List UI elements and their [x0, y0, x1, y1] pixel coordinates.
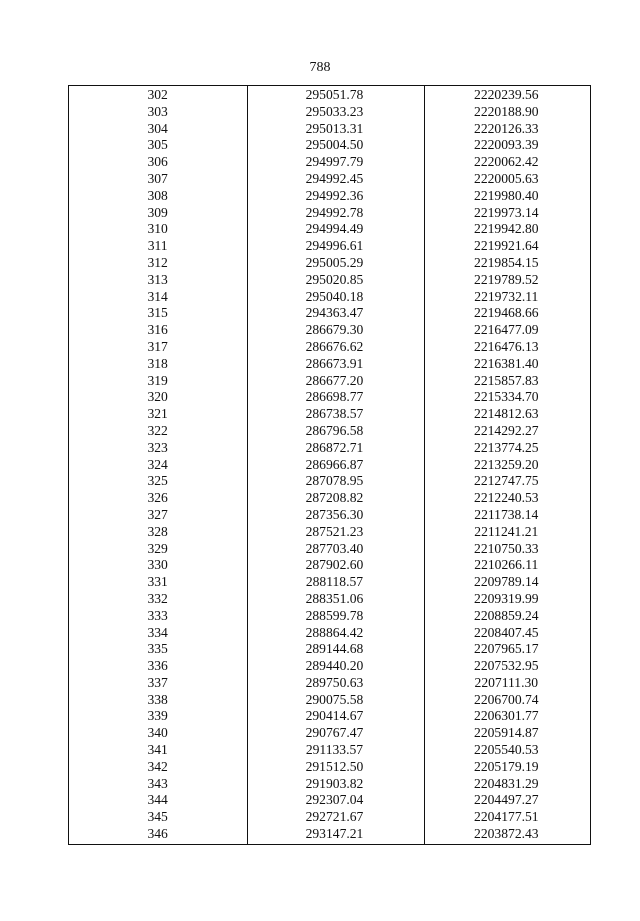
- table-row: [69, 708, 590, 725]
- table-row: [69, 591, 590, 608]
- point-number-cell: 334: [147, 624, 168, 640]
- point-number-cell: 307: [147, 170, 168, 186]
- x-coordinate-cell: 290767.47: [305, 725, 364, 741]
- x-coordinate-cell: 295033.23: [305, 103, 364, 119]
- x-coordinate-cell: 292307.04: [305, 792, 364, 808]
- table-row: [69, 104, 590, 121]
- y-coordinate-cell: 2220062.42: [474, 154, 539, 170]
- table-row: [69, 423, 590, 440]
- x-coordinate-cell: 295013.31: [305, 120, 364, 136]
- x-coordinate-cell: 295004.50: [305, 137, 364, 153]
- point-number-cell: 321: [147, 406, 168, 422]
- table-row: [69, 289, 590, 306]
- point-number-cell: 328: [147, 523, 168, 539]
- table-row: [69, 625, 590, 642]
- y-coordinate-cell: 2219468.66: [474, 305, 539, 321]
- y-coordinate-cell: 2219921.64: [474, 238, 539, 254]
- y-coordinate-cell: 2207532.95: [474, 658, 539, 674]
- y-coordinate-cell: 2220126.33: [474, 120, 539, 136]
- table-row: [69, 272, 590, 289]
- x-coordinate-cell: 290414.67: [305, 708, 364, 724]
- y-coordinate-cell: 2216381.40: [474, 355, 539, 371]
- table-row: [69, 792, 590, 809]
- table-row: [69, 121, 590, 138]
- point-number-cell: 339: [147, 708, 168, 724]
- y-coordinate-cell: 2213774.25: [474, 439, 539, 455]
- y-coordinate-cell: 2209789.14: [474, 574, 539, 590]
- y-coordinate-cell: 2216476.13: [474, 338, 539, 354]
- x-coordinate-cell: 288864.42: [305, 624, 364, 640]
- point-number-cell: 335: [147, 641, 168, 657]
- table-row: [69, 171, 590, 188]
- point-number-cell: 330: [147, 557, 168, 573]
- point-number-cell: 343: [147, 775, 168, 791]
- point-number-cell: 327: [147, 506, 168, 522]
- y-coordinate-cell: 2210750.33: [474, 540, 539, 556]
- point-number-cell: 313: [147, 271, 168, 287]
- y-coordinate-cell: 2219942.80: [474, 221, 539, 237]
- table-row: [69, 490, 590, 507]
- y-coordinate-cell: 2216477.09: [474, 322, 539, 338]
- table-row: [69, 322, 590, 339]
- y-coordinate-cell: 2204497.27: [474, 792, 539, 808]
- x-coordinate-cell: 286796.58: [305, 422, 364, 438]
- table-row: [69, 389, 590, 406]
- x-coordinate-cell: 289144.68: [305, 641, 364, 657]
- y-coordinate-cell: 2220239.56: [474, 87, 539, 102]
- point-number-cell: 326: [147, 490, 168, 506]
- y-coordinate-cell: 2219973.14: [474, 204, 539, 220]
- point-number-cell: 305: [147, 137, 168, 153]
- x-coordinate-cell: 295020.85: [305, 271, 364, 287]
- y-coordinate-cell: 2220188.90: [474, 103, 539, 119]
- table-row: [69, 675, 590, 692]
- table-row: [69, 473, 590, 490]
- point-number-cell: 316: [147, 322, 168, 338]
- point-number-cell: 342: [147, 758, 168, 774]
- x-coordinate-cell: 287521.23: [305, 523, 364, 539]
- x-coordinate-cell: 294996.61: [305, 238, 364, 254]
- y-coordinate-cell: 2205914.87: [474, 725, 539, 741]
- x-coordinate-cell: 295040.18: [305, 288, 364, 304]
- y-coordinate-cell: 2219980.40: [474, 187, 539, 203]
- y-coordinate-cell: 2215334.70: [474, 389, 539, 405]
- x-coordinate-cell: 292721.67: [305, 809, 364, 825]
- table-row: [69, 339, 590, 356]
- table-row: [69, 507, 590, 524]
- table-row: [69, 238, 590, 255]
- point-number-cell: 315: [147, 305, 168, 321]
- y-coordinate-cell: 2214812.63: [474, 406, 539, 422]
- y-coordinate-cell: 2203872.43: [474, 826, 539, 842]
- table-row: [69, 87, 590, 104]
- point-number-cell: 345: [147, 809, 168, 825]
- table-row: [69, 255, 590, 272]
- point-number-cell: 314: [147, 288, 168, 304]
- table-row: [69, 406, 590, 423]
- page-number: 788: [309, 60, 331, 75]
- x-coordinate-cell: 294363.47: [305, 305, 364, 321]
- point-number-cell: 329: [147, 540, 168, 556]
- y-coordinate-cell: 2213259.20: [474, 456, 539, 472]
- point-number-cell: 319: [147, 372, 168, 388]
- table-row: [69, 641, 590, 658]
- table-row: [69, 541, 590, 558]
- table-row: [69, 608, 590, 625]
- y-coordinate-cell: 2205179.19: [474, 758, 539, 774]
- x-coordinate-cell: 287902.60: [305, 557, 364, 573]
- x-coordinate-cell: 294997.79: [305, 154, 364, 170]
- x-coordinate-cell: 286966.87: [305, 456, 364, 472]
- x-coordinate-cell: 294992.45: [305, 170, 364, 186]
- x-coordinate-cell: 286698.77: [305, 389, 364, 405]
- y-coordinate-cell: 2212240.53: [474, 490, 539, 506]
- point-number-cell: 332: [147, 590, 168, 606]
- point-number-cell: 306: [147, 154, 168, 170]
- table-row: [69, 221, 590, 238]
- table-row: [69, 154, 590, 171]
- y-coordinate-cell: 2215857.83: [474, 372, 539, 388]
- y-coordinate-cell: 2206301.77: [474, 708, 539, 724]
- table-row: [69, 440, 590, 457]
- y-coordinate-cell: 2211738.14: [474, 506, 539, 522]
- point-number-cell: 333: [147, 607, 168, 623]
- point-number-cell: 320: [147, 389, 168, 405]
- x-coordinate-cell: 294992.78: [305, 204, 364, 220]
- y-coordinate-cell: 2204831.29: [474, 775, 539, 791]
- point-number-cell: 346: [147, 826, 168, 842]
- table-row: [69, 205, 590, 222]
- table-row: [69, 188, 590, 205]
- y-coordinate-cell: 2208859.24: [474, 607, 539, 623]
- x-coordinate-cell: 286673.91: [305, 355, 364, 371]
- point-number-cell: 302: [147, 87, 168, 102]
- y-coordinate-cell: 2212747.75: [474, 473, 539, 489]
- point-number-cell: 323: [147, 439, 168, 455]
- table-row: [69, 373, 590, 390]
- x-coordinate-cell: 291903.82: [305, 775, 364, 791]
- x-coordinate-cell: 295005.29: [305, 254, 364, 270]
- table-row: [69, 826, 590, 843]
- x-coordinate-cell: 286679.30: [305, 322, 364, 338]
- point-number-cell: 312: [147, 254, 168, 270]
- y-coordinate-cell: 2207965.17: [474, 641, 539, 657]
- y-coordinate-cell: 2219854.15: [474, 254, 539, 270]
- x-coordinate-cell: 295051.78: [305, 87, 364, 102]
- table-row: [69, 524, 590, 541]
- point-number-cell: 318: [147, 355, 168, 371]
- point-number-cell: 311: [147, 238, 168, 254]
- point-number-cell: 337: [147, 674, 168, 690]
- point-number-cell: 310: [147, 221, 168, 237]
- table-row: [69, 692, 590, 709]
- table-body: [69, 87, 590, 843]
- table-row: [69, 574, 590, 591]
- point-number-cell: 325: [147, 473, 168, 489]
- x-coordinate-cell: 287356.30: [305, 506, 364, 522]
- x-coordinate-cell: 288351.06: [305, 590, 364, 606]
- point-number-cell: 340: [147, 725, 168, 741]
- x-coordinate-cell: 291512.50: [305, 758, 364, 774]
- y-coordinate-cell: 2208407.45: [474, 624, 539, 640]
- table-row: [69, 557, 590, 574]
- point-number-cell: 317: [147, 338, 168, 354]
- table-row: [69, 356, 590, 373]
- table-row: [69, 305, 590, 322]
- x-coordinate-cell: 288599.78: [305, 607, 364, 623]
- point-number-cell: 309: [147, 204, 168, 220]
- point-number-cell: 344: [147, 792, 168, 808]
- x-coordinate-cell: 287078.95: [305, 473, 364, 489]
- x-coordinate-cell: 286872.71: [305, 439, 364, 455]
- x-coordinate-cell: 294992.36: [305, 187, 364, 203]
- y-coordinate-cell: 2219732.11: [474, 288, 539, 304]
- y-coordinate-cell: 2204177.51: [474, 809, 539, 825]
- point-number-cell: 308: [147, 187, 168, 203]
- point-number-cell: 304: [147, 120, 168, 136]
- x-coordinate-cell: 293147.21: [305, 826, 364, 842]
- x-coordinate-cell: 294994.49: [305, 221, 364, 237]
- x-coordinate-cell: 289750.63: [305, 674, 364, 690]
- y-coordinate-cell: 2206700.74: [474, 691, 539, 707]
- x-coordinate-cell: 287703.40: [305, 540, 364, 556]
- point-number-cell: 322: [147, 422, 168, 438]
- y-coordinate-cell: 2219789.52: [474, 271, 539, 287]
- table-row: [69, 742, 590, 759]
- point-number-cell: 331: [147, 574, 168, 590]
- x-coordinate-cell: 288118.57: [305, 574, 364, 590]
- point-number-cell: 336: [147, 658, 168, 674]
- x-coordinate-cell: 290075.58: [305, 691, 364, 707]
- y-coordinate-cell: 2210266.11: [474, 557, 539, 573]
- table-row: [69, 658, 590, 675]
- table-row: [69, 137, 590, 154]
- x-coordinate-cell: 289440.20: [305, 658, 364, 674]
- x-coordinate-cell: 291133.57: [305, 742, 364, 758]
- point-number-cell: 338: [147, 691, 168, 707]
- point-number-cell: 303: [147, 103, 168, 119]
- x-coordinate-cell: 286738.57: [305, 406, 364, 422]
- coordinate-table: [68, 85, 591, 845]
- y-coordinate-cell: 2209319.99: [474, 590, 539, 606]
- y-coordinate-cell: 2211241.21: [474, 523, 539, 539]
- table-row: [69, 809, 590, 826]
- x-coordinate-cell: 287208.82: [305, 490, 364, 506]
- y-coordinate-cell: 2220005.63: [474, 170, 539, 186]
- table-row: [69, 776, 590, 793]
- point-number-cell: 324: [147, 456, 168, 472]
- table-row: [69, 759, 590, 776]
- x-coordinate-cell: 286676.62: [305, 338, 364, 354]
- point-number-cell: 341: [147, 742, 168, 758]
- y-coordinate-cell: 2207111.30: [474, 674, 539, 690]
- table-row: [69, 725, 590, 742]
- y-coordinate-cell: 2214292.27: [474, 422, 539, 438]
- y-coordinate-cell: 2205540.53: [474, 742, 539, 758]
- table-row: [69, 457, 590, 474]
- y-coordinate-cell: 2220093.39: [474, 137, 539, 153]
- x-coordinate-cell: 286677.20: [305, 372, 364, 388]
